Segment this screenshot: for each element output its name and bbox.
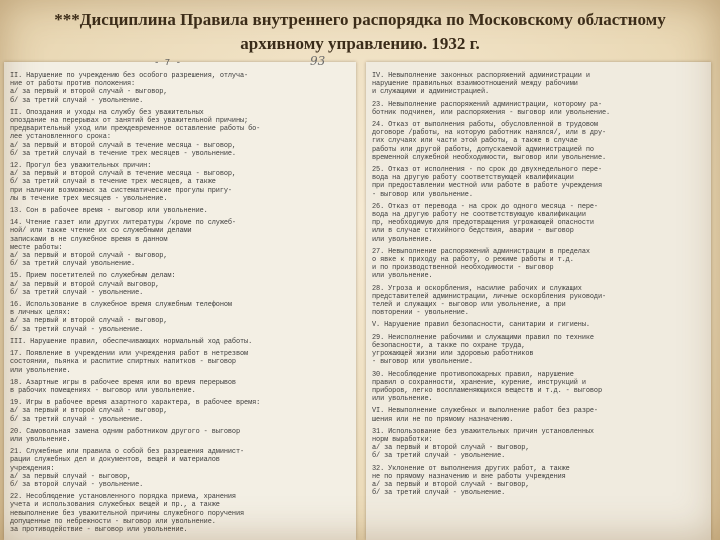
document-line: 13. Сон в рабочее время - выговор или увольнение. bbox=[10, 207, 208, 216]
document-line: а/ за первый и второй случай - выговор, bbox=[372, 480, 530, 489]
document-line: б/ за третий случай в течение трех месяцев, а также bbox=[10, 178, 216, 187]
document-line: а/ за первый и второй случай - выговор, bbox=[10, 407, 168, 416]
document-line: 14. Чтение газет или других литературы /кроме по служеб- bbox=[10, 219, 236, 228]
document-line: и по производственной необходимости - выговор bbox=[372, 264, 554, 273]
document-line: б/ за третий случай - увольнение. bbox=[372, 452, 506, 461]
document-line: пр, необходимую для предотвращения угрожающей опасности bbox=[372, 219, 594, 228]
document-line: б/ за третий случай - увольнение. bbox=[372, 489, 506, 498]
document-line: - выговор или увольнение. bbox=[372, 190, 473, 199]
document-line: норм выработки: bbox=[372, 435, 433, 444]
document-line: б/ за третий случай - увольнение. bbox=[10, 415, 144, 424]
document-line: вода на другую работу соответствующей квалификации bbox=[372, 174, 574, 183]
document-line: 22. Несоблюдение установленного порядка приема, хранения bbox=[10, 493, 236, 502]
document-line: записками в не служебное время в данном bbox=[10, 235, 168, 244]
document-line: или увольнение. bbox=[372, 395, 433, 404]
document-line: а/ за первый и второй случай в течение месяца - выговор, bbox=[10, 141, 236, 150]
document-line: VI. Невыполнение служебных и выполнение работ без разре- bbox=[372, 407, 598, 416]
document-line: б/ за третий случай - увольнение. bbox=[10, 325, 144, 334]
document-line: 26. Отказ от перевода - на срок до одного месяца - пере- bbox=[372, 202, 598, 211]
document-line: 16. Использование в служебное время служебным телефоном bbox=[10, 301, 232, 310]
document-line: безопасности, а также по охране труда, bbox=[372, 341, 526, 350]
document-line: 27. Невыполнение распоряжений администрации в пределах bbox=[372, 247, 590, 256]
document-line: вода на другую работу не соответствующую квалификации bbox=[372, 211, 586, 220]
document-line: временной служебной необходимости, выговор или увольнение. bbox=[372, 153, 607, 162]
document-line: договоре /работы, на которую работник нанялся/, или в дру- bbox=[372, 129, 607, 138]
document-line: невыполнение без уважительной причины служебного поручения bbox=[10, 509, 245, 518]
document-line: лее установленного срока: bbox=[10, 133, 111, 142]
document-line: повторении - увольнение. bbox=[372, 309, 469, 318]
page-title: ***Дисциплина Правила внутреннего распорядка по Московскому областному архивному управлению. 1932 г. bbox=[54, 10, 666, 53]
document-line: а/ за первый и второй случай выговор, bbox=[10, 280, 160, 289]
document-line: учреждения: bbox=[10, 464, 55, 473]
document-line: лы в течение трех месяцев - увольнение. bbox=[10, 194, 168, 203]
document-line: шения или не по прямому назначению. bbox=[372, 415, 514, 424]
typed-text-right bbox=[372, 72, 705, 497]
document-line: о явке к приходу на работу, о режиме работы и т.д. bbox=[372, 256, 574, 265]
document-line: опоздание на перерывах от занятий без уважительной причины; bbox=[10, 117, 249, 126]
document-line: при наличии возможных за систематические прогулы пригу- bbox=[10, 186, 232, 195]
document-line: телей и служащих - выговор или увольнение, а при bbox=[372, 301, 566, 310]
document-line: 23. Невыполнение распоряжений администрации, которому ра- bbox=[372, 100, 602, 109]
page-number: - 7 - bbox=[154, 58, 182, 68]
document-line: ной/ или также чтение их со служебными делами bbox=[10, 227, 192, 236]
document-line: 30. Несоблюдение противопожарных правил, нарушение bbox=[372, 370, 574, 379]
document-line: а/ за первый и второй случай - выговор, bbox=[372, 444, 530, 453]
document-line: или увольнение. bbox=[10, 435, 71, 444]
document-line: II. Опоздания и уходы на службу без уважительных bbox=[10, 108, 204, 117]
document-line: за противодействие - выговор или увольнение. bbox=[10, 525, 188, 534]
document-line: 24. Отказ от выполнения работы, обусловленной в трудовом bbox=[372, 121, 598, 130]
document-line: 17. Появление в учреждении или учреждения работ в нетрезвом bbox=[10, 350, 249, 359]
document-line: состоянии, пьянка и распитие спиртных напитков - выговор bbox=[10, 358, 236, 367]
document-line: правил о сохранности, хранение, курение, инструкций и bbox=[372, 378, 586, 387]
document-line: б/ за третий случай увольнение. bbox=[10, 260, 136, 269]
document-line: 15. Прием посетителей по служебным делам: bbox=[10, 272, 176, 281]
document-line: 18. Азартные игры в рабочее время или во время перерывов bbox=[10, 378, 236, 387]
document-line: в личных целях: bbox=[10, 309, 71, 318]
document-line: гих случаях или части этой работы, а также в случае bbox=[372, 137, 578, 146]
document-line: угрожающей жизни или здоровью работников bbox=[372, 350, 534, 359]
document-line: а/ за первый и второй случай - выговор, bbox=[10, 252, 168, 261]
document-line: ботник подчинен, или распоряжения - выговор или увольнение. bbox=[372, 108, 611, 117]
document-line: предварительный уход или преждевременное оставление работы бо- bbox=[10, 125, 261, 134]
document-line: б/ за третий случай в течение трех месяцев - увольнение. bbox=[10, 149, 236, 158]
document-line: 29. Неисполнение рабочими и служащими правил по технике bbox=[372, 333, 594, 342]
document-line: V. Нарушение правил безопасности, санитарии и гигиены. bbox=[372, 321, 590, 330]
document-line: 31. Использование без уважительных причин установленных bbox=[372, 427, 594, 436]
document-line: и служащими и администрацией. bbox=[372, 88, 490, 97]
document-line: приборов, легко воспламеняющихся веществ и т.д. - выговор bbox=[372, 386, 602, 395]
document-line: нарушение правильных взаимоотношений между рабочими bbox=[372, 80, 578, 89]
document-sheet-right bbox=[366, 62, 711, 540]
document-line: ние от работы против положения: bbox=[10, 80, 136, 89]
document-line: 32. Уклонение от выполнения других работ, а также bbox=[372, 464, 570, 473]
document-line: учета и использования служебных вещей и пр., а также bbox=[10, 501, 220, 510]
document-line: а/ за первый и второй случай в течение месяца - выговор, bbox=[10, 170, 236, 179]
document-line: 20. Самовольная замена одним работником другого - выговор bbox=[10, 427, 240, 436]
document-line: при предоставлении местной или работе в работе учреждения bbox=[372, 182, 602, 191]
document-line: в рабочих помещениях - выговор или увольнение. bbox=[10, 386, 196, 395]
document-line: б/ за третий случай - увольнение. bbox=[10, 288, 144, 297]
document-line: не по прямому назначению и вне работы учреждения bbox=[372, 472, 566, 481]
document-sheet-left bbox=[4, 54, 356, 540]
document-line: 28. Угроза и оскорбления, насилие рабочих и служащих bbox=[372, 284, 582, 293]
document-line: месте работы: bbox=[10, 243, 63, 252]
document-line: - выговор или увольнение. bbox=[372, 358, 473, 367]
document-line: III. Нарушение правил, обеспечивающих нормальный ход работы. bbox=[10, 337, 253, 346]
document-line: б/ за второй случай - увольнение. bbox=[10, 480, 144, 489]
document-line: а/ за первый и второй случай - выговор, bbox=[10, 88, 168, 97]
document-line: или увольнение. bbox=[10, 366, 71, 375]
typed-text-left bbox=[10, 72, 350, 534]
document-line: 19. Игры в рабочее время азартного характера, в рабочее время: bbox=[10, 399, 261, 408]
document-line: II. Нарушение по учреждению без особого разрешения, отлуча- bbox=[10, 72, 249, 80]
document-line: 21. Служебные или правила о собой без разрешения админист- bbox=[10, 448, 245, 457]
document-line: б/ за третий случай - увольнение. bbox=[10, 96, 144, 105]
document-line: рации служебных дел и документов, вещей и материалов bbox=[10, 456, 220, 465]
document-line: 25. Отказ от исполнения - по срок до двухнедельного пере- bbox=[372, 166, 602, 175]
document-line: работы или другой работы, допускаемой администрацией по bbox=[372, 145, 594, 154]
document-line: или в случае стихийного бедствия, аварии - выговор bbox=[372, 227, 574, 236]
document-line: IV. Невыполнение законных распоряжений администрации и bbox=[372, 72, 590, 80]
document-line: а/ за первый случай - выговор, bbox=[10, 472, 132, 481]
document-line: или увольнение. bbox=[372, 272, 433, 281]
pencil-annotation: 93 bbox=[310, 54, 326, 68]
document-line: представителей администрации, личные оскорбления руководи- bbox=[372, 292, 607, 301]
document-line: допущенные по небрежности - выговор или увольнение. bbox=[10, 517, 216, 526]
document-line: или увольнение. bbox=[372, 235, 433, 244]
document-line: 12. Прогул без уважительных причин: bbox=[10, 162, 152, 171]
document-line: а/ за первый и второй случай - выговор, bbox=[10, 317, 168, 326]
